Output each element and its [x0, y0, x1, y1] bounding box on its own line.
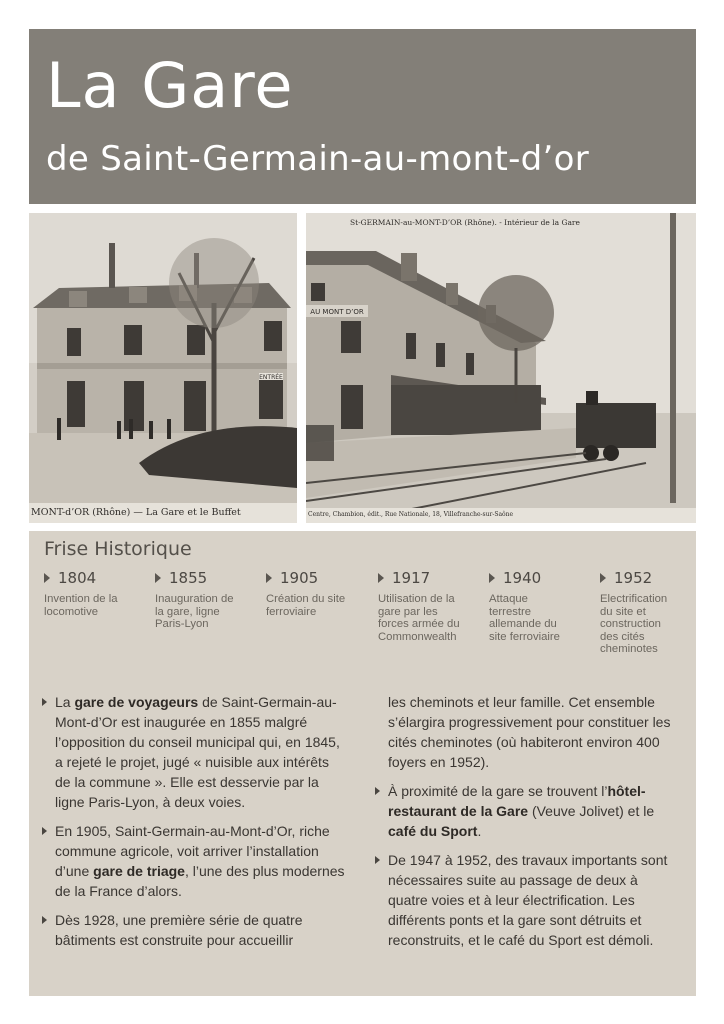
paragraph-continued: [388, 692, 678, 772]
timeline-desc-line: gare par les: [378, 605, 438, 618]
timeline-year: 1917: [392, 569, 431, 587]
timeline-desc: [489, 593, 607, 643]
title-banner: [29, 29, 696, 204]
triangle-bullet-icon: [42, 698, 47, 706]
timeline-desc-line: Inauguration de: [155, 593, 234, 605]
text-run: De 1947 à 1952, des travaux importants sont nécessaires suite au passage de deux à quatre voies et à leur électrification. Les différents ponts et la gare sont détruits et reconstruits, et le café du Sport est démoli.: [388, 852, 668, 948]
text-run: les cheminots et leur famille. Cet ensemble s’élargira progressivement pour constituer les cités cheminotes (où habiteront environ 400 foyers en 1952).: [388, 694, 671, 770]
history-panel: [29, 531, 696, 996]
triangle-bullet-icon: [42, 916, 47, 924]
paragraph: [55, 692, 345, 812]
paragraph: [388, 850, 678, 950]
triangle-bullet-icon: [375, 856, 380, 864]
timeline-item: [44, 568, 162, 618]
timeline-desc-line: construction: [600, 618, 661, 630]
text-run: À proximité de la gare se trouvent l’: [388, 783, 608, 799]
triangle-bullet-icon: [42, 827, 47, 835]
page-title: La Gare: [46, 49, 294, 122]
paragraph: [55, 910, 345, 950]
text-run: La: [55, 694, 75, 710]
text-bold: gare de voyageurs: [74, 694, 199, 710]
triangle-bullet-icon: [375, 787, 380, 795]
timeline-desc: [44, 593, 162, 618]
timeline-desc-line: site ferroviaire: [489, 630, 560, 643]
text-run: de Saint-Germain-au-Mont-d’Or est inaugurée en 1855 malgré l’opposition du conseil municipal qui, en 1845, a rejeté le projet, jugé « nuisible aux intérêts de la commune ». Elle est desservie par la ligne Paris-Lyon, à deux voies.: [55, 694, 340, 810]
paragraph: [388, 781, 678, 841]
timeline-desc-line: locomotive: [44, 605, 98, 618]
timeline-year: 1905: [280, 569, 319, 587]
timeline-item: [155, 568, 273, 631]
photo-interieur-caption-top: St-GERMAIN-au-MONT-D’OR (Rhône). - Intérieur de la Gare: [350, 218, 580, 227]
photo-gare-buffet-image: [29, 213, 297, 523]
photo-gare-buffet-caption: MONT-d’OR (Rhône) — La Gare et le Buffet: [31, 507, 241, 518]
timeline-desc-line: terrestre: [489, 605, 532, 618]
photo-gare-buffet: [29, 213, 297, 523]
timeline-year: 1855: [169, 569, 208, 587]
text-column-left: [55, 692, 345, 959]
triangle-bullet-icon: [266, 573, 272, 583]
timeline: [44, 568, 694, 708]
timeline-desc-line: Attaque: [489, 593, 528, 605]
timeline-item: [489, 568, 607, 643]
photo-interieur-gare-image: [306, 213, 696, 523]
timeline-desc: [266, 593, 384, 618]
paragraph: [55, 821, 345, 901]
timeline-desc-line: Electrification: [600, 593, 668, 605]
timeline-desc-line: ferroviaire: [266, 605, 317, 618]
triangle-bullet-icon: [155, 573, 161, 583]
timeline-year: 1952: [614, 569, 653, 587]
timeline-desc-line: Utilisation de la: [378, 593, 455, 605]
text-run: .: [477, 823, 482, 839]
timeline-item: [378, 568, 496, 643]
timeline-desc-line: Création du site: [266, 593, 346, 605]
timeline-desc-line: la gare, ligne: [155, 605, 220, 618]
timeline-year: 1804: [58, 569, 97, 587]
frise-title: Frise Historique: [44, 538, 192, 560]
timeline-desc-line: forces armée du: [378, 618, 460, 630]
text-bold: café du Sport: [388, 823, 478, 839]
timeline-desc: [378, 593, 496, 643]
photo-interieur-gare: [306, 213, 696, 523]
timeline-desc-line: cheminotes: [600, 643, 658, 655]
timeline-desc: [155, 593, 273, 631]
timeline-desc-line: des cités: [600, 630, 645, 643]
timeline-desc: [600, 593, 718, 656]
timeline-desc-line: Commonwealth: [378, 630, 457, 643]
text-column-right: [388, 692, 678, 959]
photo-interieur-caption-bottom: Centre, Chambion, édit., Rue Nationale, 18, Villefranche-sur-Saône: [308, 511, 514, 518]
text-bold: hôtel-restaurant de la Gare: [388, 783, 646, 819]
text-run: Dès 1928, une première série de quatre bâtiments est construite pour accueillir: [55, 912, 303, 948]
photo-sign-station: AU MONT D’OR: [310, 308, 364, 316]
timeline-desc-line: du site et: [600, 605, 646, 618]
text-run: , l’une des plus modernes de la France d’alors.: [55, 863, 345, 899]
timeline-desc-line: Invention de la: [44, 593, 118, 605]
triangle-bullet-icon: [489, 573, 495, 583]
triangle-bullet-icon: [600, 573, 606, 583]
timeline-desc-line: allemande du: [489, 618, 557, 630]
timeline-item: [266, 568, 384, 618]
timeline-year: 1940: [503, 569, 542, 587]
page-subtitle: de Saint-Germain-au-mont-d’or: [46, 139, 590, 179]
triangle-bullet-icon: [44, 573, 50, 583]
timeline-item: [600, 568, 718, 656]
text-run: (Veuve Jolivet) et le: [528, 803, 655, 819]
text-run: En 1905, Saint-Germain-au-Mont-d’Or, riche commune agricole, voit arriver l’installation d’une: [55, 823, 330, 879]
text-bold: gare de triage: [93, 863, 185, 879]
timeline-desc-line: Paris-Lyon: [155, 618, 209, 630]
triangle-bullet-icon: [378, 573, 384, 583]
photo-sign-entree: ENTRÉE: [259, 374, 283, 381]
